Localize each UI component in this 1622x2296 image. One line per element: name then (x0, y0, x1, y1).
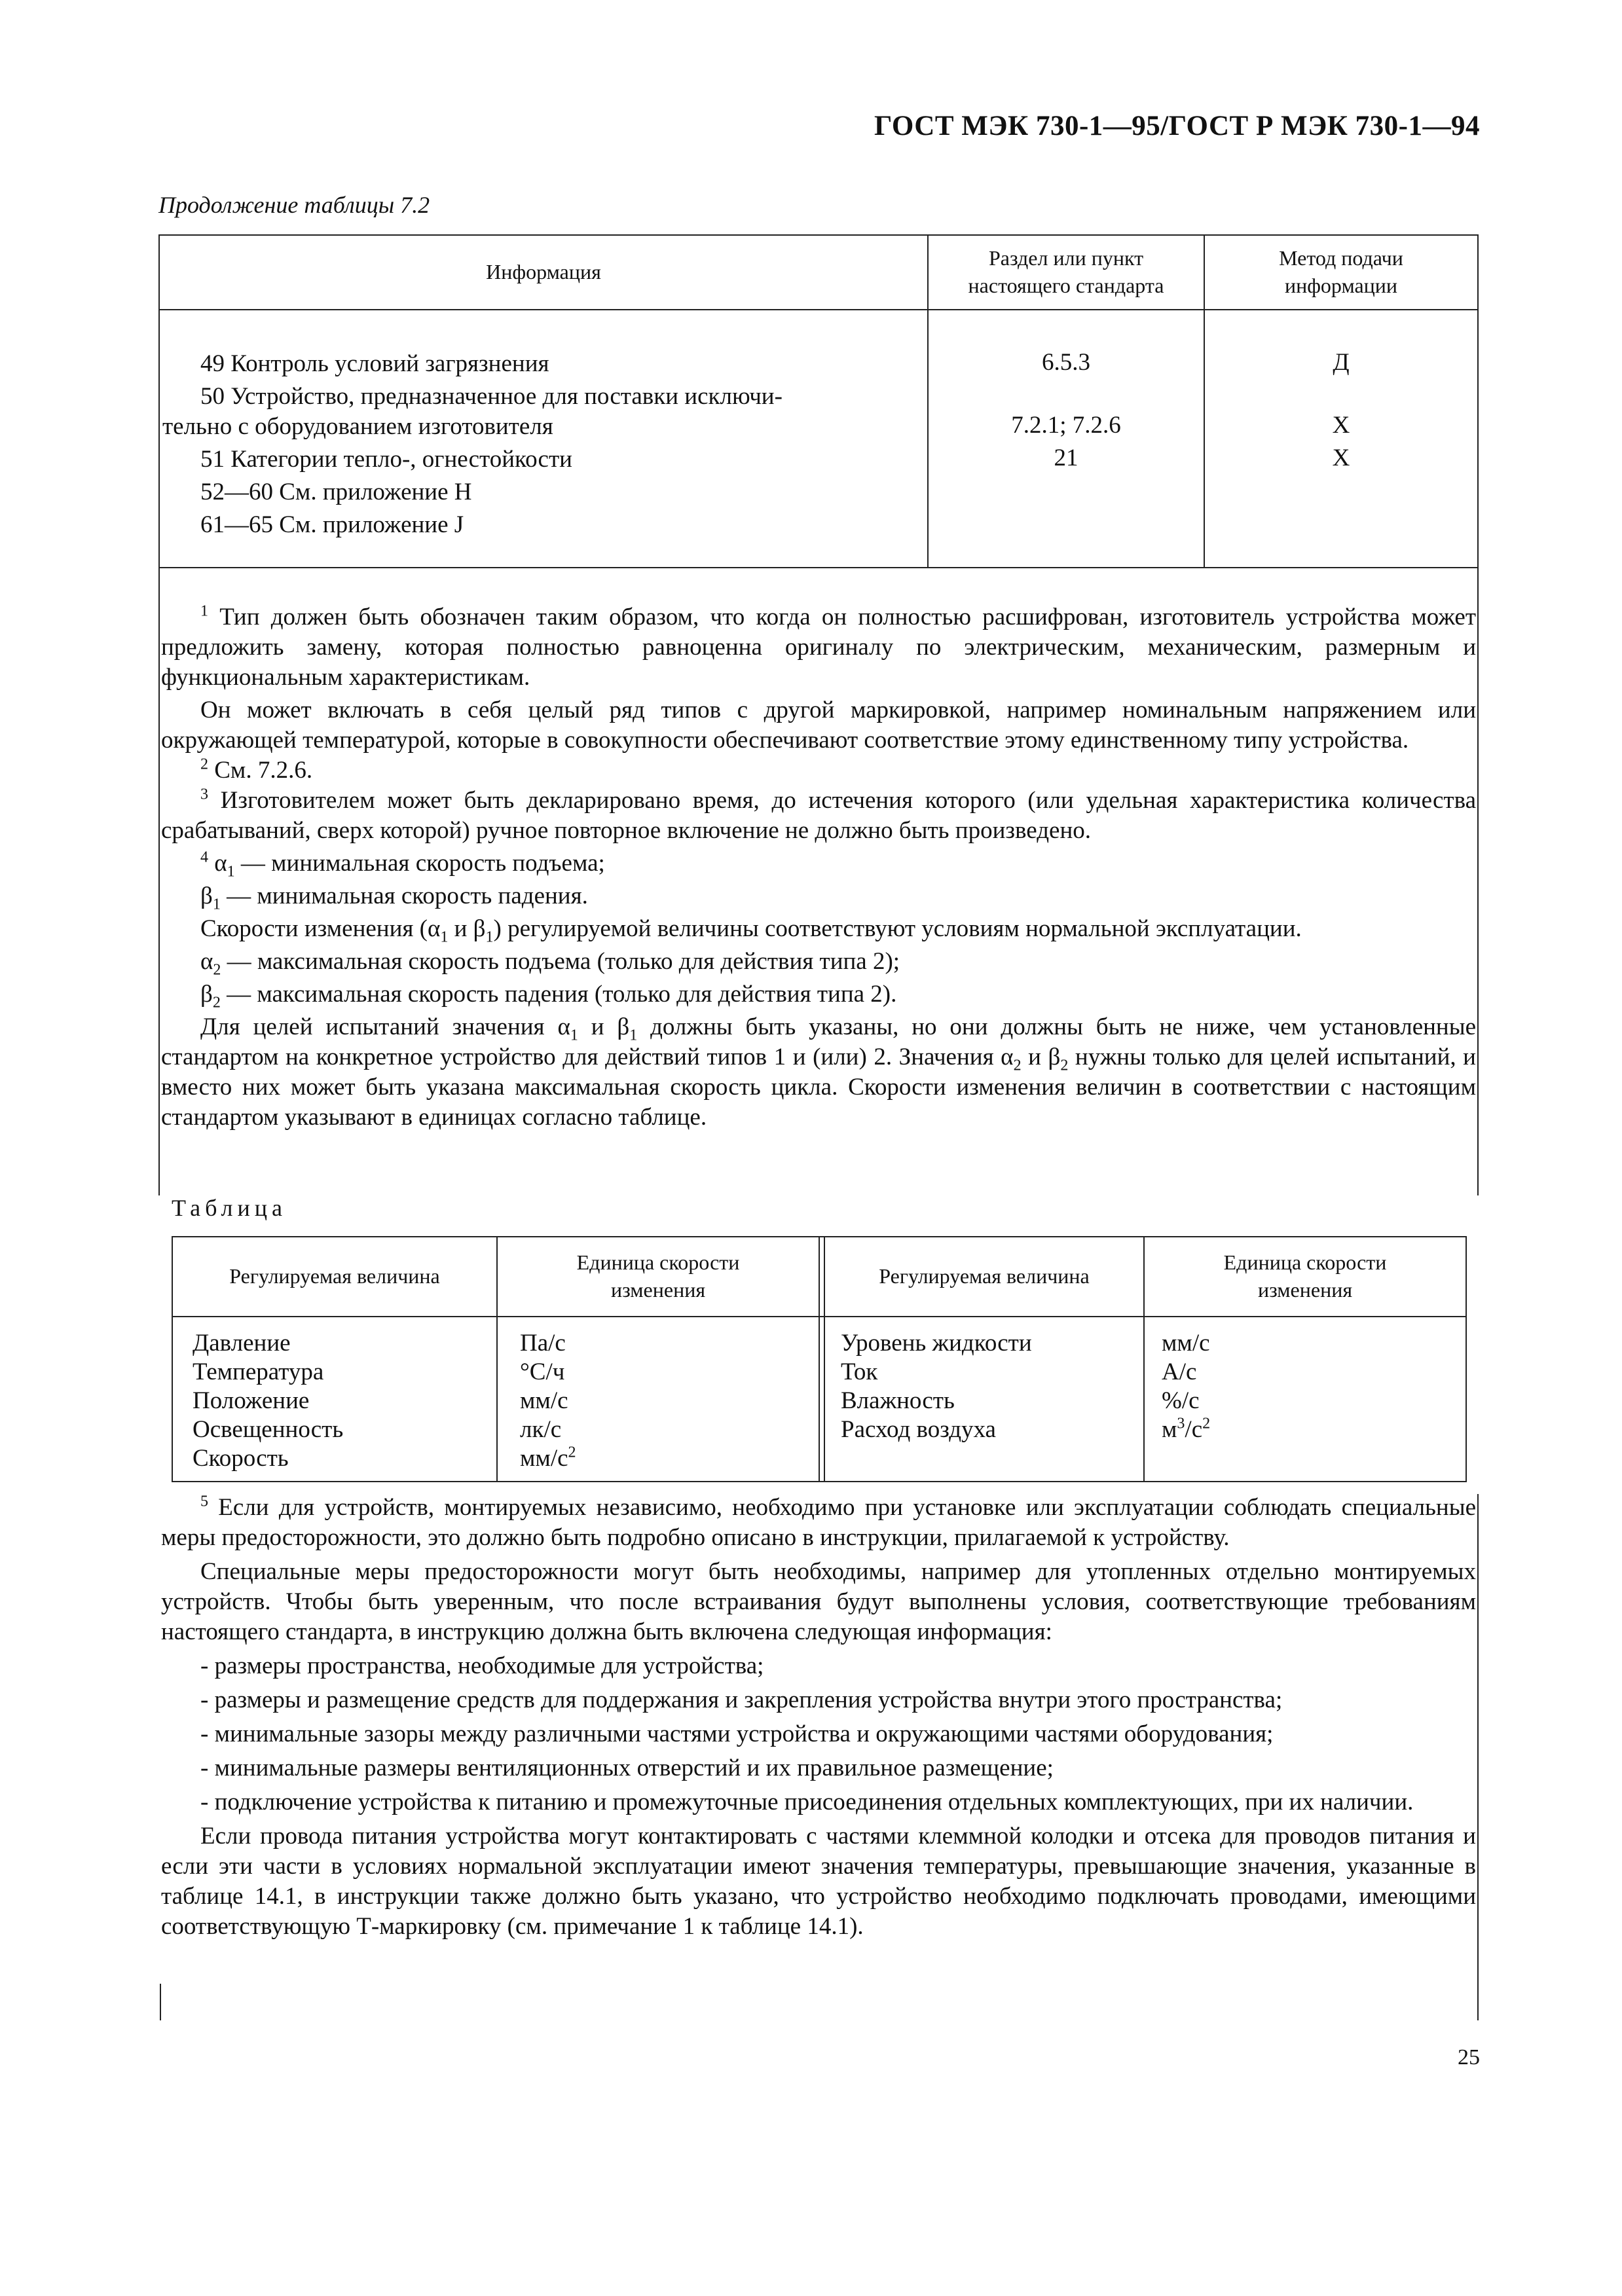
note-3: $^3$ Изготовителем может быть декларировано время, до истечения которого (или удельная характеристика количества срабатываний, сверх которой) ручное повторное включение не должно быть произведено. (161, 786, 1476, 844)
list-item: Влажность (841, 1387, 955, 1414)
list-item: - минимальные размеры вентиляционных отверстий и их правильное размещение; (200, 1755, 1054, 1781)
table-row-text: 50 Устройство, предназначенное для поставки исключи- (200, 383, 783, 410)
table-row-ref: 7.2.1; 7.2.6 (1011, 412, 1121, 439)
list-item: Освещенность (193, 1416, 344, 1443)
note-4-tests: Для целей испытаний значения $\alpha_1$ и $\beta_1$ должны быть указаны, но они должны быть не ниже, чем установленные стандартом на конкретное устройство для действий типов 1 и (или) 2. Значения $\alpha_2$ и $\beta_2$ нужны только для целей испытаний, и вместо них может быть указана максимальная скорость цикла. Скорости изменения величин в соответствии с настоящим стандартом указывают в единицах согласно таблице. (161, 1013, 1477, 1131)
note-4-beta1: $\beta_1$ — минимальная скорость падения. (200, 883, 588, 913)
list-item: Ток (841, 1358, 878, 1385)
rate-units-table (172, 1236, 1467, 1482)
table-row-ref: 6.5.3 (1042, 349, 1090, 376)
unit-list-2 (1162, 1329, 1210, 1444)
table-row-method: Д (1333, 349, 1350, 376)
note-4-rates: Скорости изменения ($\alpha_1$ и $\beta_1$) регулируемой величины соответствуют условиям нормальной эксплуатации. (200, 915, 1302, 946)
paragraph: Если провода питания устройства могут контактировать с частями клеммной колодки и отсека для проводов питания и если эти части в условиях нормальной эксплуатации имеют значения температуры, превышающие значения, указанные в таблице 14.1, в инструкции также должно быть указано, что устройство необходимо подключать проводами, имеющими соответствующую Т-маркировку (см. примечание 1 к таблице 14.1). (161, 1823, 1476, 1940)
list-item: лк/с (520, 1416, 562, 1443)
frame-right-lower (1477, 1494, 1479, 2020)
list-item: %/с (1162, 1387, 1200, 1414)
header-unit-1: Единица скорости изменения (576, 1250, 740, 1302)
list-item: - размеры и размещение средств для поддержания и закрепления устройства внутри этого пространства; (200, 1686, 1283, 1713)
note-2: $^2$ См. 7.2.6. (200, 756, 313, 784)
list-item: Па/с (520, 1330, 566, 1357)
note-5: $^5$ Если для устройств, монтируемых независимо, необходимо при установке или эксплуатации соблюдать специальные меры предосторожности, это должно быть подробно описано в инструкции, прилагаемой к устройству. (161, 1493, 1476, 1551)
table-row-method: Х (1332, 412, 1350, 439)
list-item: °С/ч (520, 1358, 565, 1385)
table-row-text: 49 Контроль условий загрязнения (200, 350, 549, 377)
header-divider (173, 1316, 1465, 1317)
list-item: $мм/с^2$ (520, 1444, 576, 1472)
list-item: - минимальные зазоры между различными частями устройства и окружающими частями оборудования; (200, 1721, 1274, 1747)
note-4-alpha1: $^4$ $\alpha_1$ — минимальная скорость подъема; (200, 848, 605, 881)
list-item: Температура (193, 1358, 324, 1385)
notes-block (161, 602, 1476, 1133)
frame-right (1477, 567, 1479, 1195)
document-header: ГОСТ МЭК 730-1—95/ГОСТ Р МЭК 730-1—94 (874, 111, 1480, 141)
col-divider (819, 1237, 820, 1481)
header-divider (160, 309, 1477, 310)
frame-left (158, 567, 160, 1195)
list-item: $м^3/с^2$ (1162, 1415, 1211, 1443)
unit-list-1 (520, 1329, 576, 1473)
list-item: мм/с (1162, 1330, 1210, 1357)
table-row-text: 61—65 См. приложение J (200, 511, 464, 538)
inner-table-label: Таблица (172, 1195, 287, 1221)
table-row-text: 51 Категории тепло-, огнестойкости (200, 446, 572, 473)
list-item: Положение (193, 1387, 310, 1414)
paragraph: Специальные меры предосторожности могут быть необходимы, например для утопленных отдельно монтируемых устройств. Чтобы быть уверенным, что после встраивания будут выполнены условия, соответствующие требованиям настоящего стандарта, в инструкцию должна быть включена следующая информация: (161, 1558, 1476, 1645)
table-row-text: тельно с оборудованием изготовителя (162, 413, 553, 440)
header-quantity-2: Регулируемая величина (879, 1264, 1090, 1288)
header-section: Раздел или пункт настоящего стандарта (968, 246, 1164, 297)
list-item: А/с (1162, 1358, 1197, 1385)
table-7-2 (158, 234, 1479, 568)
list-item: мм/с (520, 1387, 568, 1414)
note-4-alpha2: $\alpha_2$ — максимальная скорость подъема (только для действия типа 2); (200, 948, 900, 979)
header-info: Информация (486, 260, 601, 284)
quantity-list-2 (841, 1329, 1032, 1444)
list-item: - подключение устройства к питанию и промежуточные присоединения отдельных комплектующих, при их наличии. (200, 1789, 1414, 1815)
table-row-ref: 21 (1054, 445, 1078, 471)
list-item: Уровень жидкости (841, 1330, 1032, 1357)
page-number: 25 (1458, 2045, 1480, 2069)
note-1: $^1$ Тип должен быть обозначен таким образом, что когда он полностью расшифрован, изготовитель устройства может предложить замену, которая полностью равноценна оригиналу по электрическим, механическим, размерным и функциональным характеристикам. (161, 602, 1476, 691)
quantity-list-1 (193, 1329, 343, 1473)
table-row-method: Х (1332, 445, 1350, 471)
notes-block-2 (161, 1493, 1476, 1942)
list-item: - размеры пространства, необходимые для устройства; (200, 1652, 764, 1679)
table-row-text: 52—60 См. приложение Н (200, 479, 472, 505)
header-method: Метод подачи информации (1279, 246, 1403, 297)
table-caption: Продолжение таблицы 7.2 (158, 192, 430, 218)
header-unit-2: Единица скорости изменения (1223, 1250, 1387, 1302)
frame-left-lower (160, 1984, 161, 2020)
list-item: Скорость (193, 1445, 289, 1472)
list-item: Давление (193, 1330, 291, 1357)
header-quantity-1: Регулируемая величина (229, 1264, 440, 1288)
list-item: Расход воздуха (841, 1416, 996, 1443)
note-1b: Он может включать в себя целый ряд типов с другой маркировкой, например номинальным напряжением или окружающей температурой, которые в совокупности обеспечивают соответствие этому единственному типу устройства. (161, 697, 1476, 754)
note-4-beta2: $\beta_2$ — максимальная скорость падения (только для действия типа 2). (200, 981, 897, 1011)
